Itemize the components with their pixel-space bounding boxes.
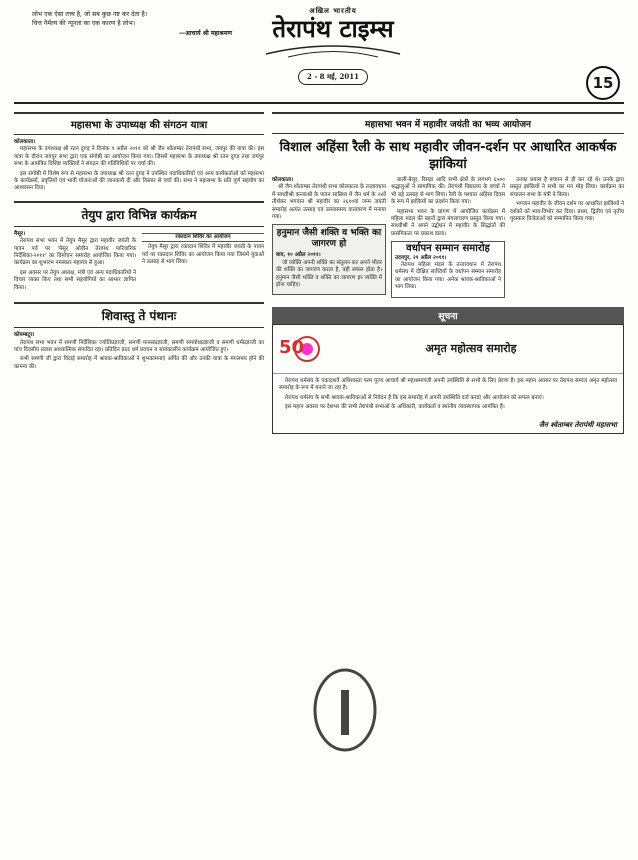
article-paragraph: भगवान महावीर के जीवन दर्शन पर आधारित झांकियों ने दर्शकों को भाव-विभोर कर दिया। प्रथम, द्वितीय एवं तृतीय पुरस्कार विजेताओं को सम्मानित किया गया।: [510, 201, 624, 223]
notice-header: [273, 325, 623, 374]
article-title: शिवास्तु ते पंथानः: [14, 302, 264, 328]
article-paragraph: तेरापंथ सभा भवन में तेयुप मैसूर द्वारा महावीर जयंती के पावन पर्व पर 'मेसूर ओवीन तेरापंथ पारिवारिक निर्देशिका-२०११' का विमोचन समारोह आयोजित किया गया। कार्यक्रम का शुभारंभ नमस्कार महामंत्र से हुआ।: [14, 238, 136, 267]
masthead-title: तेरापंथ टाइम्स: [272, 14, 394, 43]
lead-headline: विशाल अहिंसा रैली के साथ महावीर जीवन-दर्शन पर आधारित आकर्षक झांकियां: [279, 140, 617, 172]
article-paragraph: महासभा के उपाध्यक्ष श्री रतन दुगड़ ने दिनांक ९ अप्रैल २०११ को श्री जैन श्वेताम्बर तेरापंथी सभा, जयपुर की यात्रा की। इस यात्रा के दौरान जयपुर सभा द्वारा एक संगोष्ठी का आयोजन किया गया। जिसमें महासभा के उपाध्यक्ष श्री रतन दुगड़ तथा जयपुर सभा के आमंत्रित विशिष्ट व्यक्तियों ने संगठन की गतिविधियों पर चर्चा की।: [14, 146, 264, 168]
article-body: [14, 332, 264, 371]
notice-paragraph: इस महान अवसर पर देशभर की सभी तेरापंथी सभाओं के अधिकारी, कार्यकर्ता व स्थानीय व्यवस्थापक आमंत्रित हैं।: [285, 403, 505, 410]
page-header: [14, 6, 624, 102]
article-teyup-programs: [14, 201, 264, 294]
notice-paragraph: तेरापंथ धर्मसंघ के एकादशवें अधिशास्ता परम पूज्य आचार्य श्री महाश्रमणजी अपनी उपस्थिति से सभी के लिए प्रेरणा हैं। इस महान अवसर पर तेरापंथ समाज अमृत महोत्सव समारोह के रूप में मनाने जा रहा है।: [279, 377, 617, 392]
notice-title: अमृत महोत्सव समारोह: [425, 342, 517, 356]
fifty-logo-icon: [277, 329, 323, 369]
varddhapan-dateline: उदयपुर, २१ अप्रैल २०११।: [395, 254, 447, 261]
article-paragraph: सभी समणी जी द्वारा विदाई समारोह में श्रावक-श्राविकाओं ने शुभकामनाएं अर्पित कीं और उनकी यात्रा के मंगलमय होने की कामना की।: [14, 356, 264, 370]
header-quote: [32, 10, 232, 38]
notice-paragraph: तेरापंथ धर्मसंघ के सभी श्रावक-श्राविकाओं से निवेदन है कि इस समारोह में अपनी उपस्थिति दर्ज कराएं और आयोजन को सफल बनाएं।: [285, 394, 544, 401]
masthead: [258, 6, 408, 100]
article-dateline: कोलकाता।: [14, 139, 36, 145]
article-body: [14, 231, 264, 294]
notice-signature: जैन श्वेताम्बर तेरापंथी महासभा: [538, 420, 617, 430]
article-paragraph: महासभा भवन के प्रांगण में आयोजित कार्यक्रम में महिला मंडल की बहनों द्वारा मंगलाचरण प्रस्तुत किया गया। साध्वीश्री ने अपने उद्बोधन में महावीर के सिद्धांतों की प्रासंगिकता पर प्रकाश डाला।: [391, 208, 505, 237]
article-paragraph: श्री जैन श्वेताम्बर तेरापंथी सभा कोलकाता के तत्त्वावधान में साध्वीश्री कनकश्री के पावन सान्निध्य में जैन धर्म के २४वें तीर्थंकर भगवान श्री महावीर का २६१०वां जन्म जयंती समारोह अत्यंत उत्साह एवं उल्लासमय वातावरण में मनाया गया।: [272, 184, 386, 221]
varddhapan-box: [391, 241, 505, 297]
article-column: [14, 231, 136, 294]
article-column: [391, 177, 505, 301]
notice-box: [272, 324, 624, 435]
article-column: [510, 177, 624, 301]
notice-label: सूचना: [272, 307, 624, 324]
masthead-subtitle: अखिल भारतीय: [309, 6, 357, 15]
article-body: [14, 139, 264, 193]
article-paragraph: इस अवसर पर तेयुप अध्यक्ष, मंत्री एवं अन्य पदाधिकारियों ने विचार व्यक्त किए तथा सभी सहयोगियों का आभार ज्ञापित किया।: [14, 269, 136, 291]
section-label: महासभा भवन में महावीर जयंती का भव्य आयोजन: [272, 112, 624, 134]
varddhapan-headline: वर्धापन सम्मान समारोह: [406, 243, 490, 255]
article-dateline: कोलकाता।: [272, 177, 294, 183]
sub-dateline: बाव, १० अप्रैल २०११।: [276, 252, 321, 259]
varddhapan-paragraph: तेरापंथ महिला मंडल के तत्त्वावधान में तेरापंथ धर्मसंघ में दीक्षित साध्वियों के वर्धापन सम्मान समारोह का आयोजन किया गया। अनेक श्रावक-श्राविकाओं ने भाग लिया।: [395, 262, 501, 291]
inset-paragraph: तेयुप मैसूर द्वारा रक्तदान शिविर में महावीर जयंती के पावन पर्व पर रक्तदान शिविर का आयोजन किया गया जिसमें युवाओं ने उत्साह से भाग लिया।: [142, 244, 264, 266]
article-paragraph: तेरापंथ सभा भवन में समणी निर्देशिका ज्योतिप्रज्ञाजी, समणी मानसप्रज्ञाजी, समणी समयोधप्रज्ञाजी व समणी धर्मप्रज्ञाजी का पांच दिवसीय प्रवास आध्यात्मिक संपादित रहा। प्रतिदिन प्रातः धर्म प्रवचन व सायंकालीन कार्यक्रम आयोजित हुए।: [14, 339, 264, 353]
masthead-ornament-icon: [258, 42, 408, 60]
inset-title: रक्तदान शिविर का आयोजन: [142, 233, 264, 242]
article-dateline: मैसूर।: [14, 230, 26, 237]
fifty-logo-number: 50: [279, 336, 305, 358]
notice-body: [273, 374, 623, 418]
page-number: 15: [586, 66, 620, 100]
article-paragraph: इस संगोष्ठी में विशेष रूप से महासभा के उपाध्यक्ष श्री रतन दुगड़ ने उपस्थित पदाधिकारियों एवं अन्य कार्यकर्ताओं को महासभा के कार्यक्रमों, प्रवृत्तियों एवं भावी योजनाओं की जानकारी दी और विस्तार से चर्चा की। सभा ने महासभा के प्रति पूर्ण सहयोग का आश्वासन दिया।: [14, 170, 264, 192]
issue-date: 2 - 8 मई, 2011: [298, 69, 368, 85]
quote-line-2: चित्त नैर्मल्य की न्यूनता का एक कारण है लोभ।: [32, 20, 136, 27]
article-organization-tour: [14, 112, 264, 193]
left-column: [14, 112, 264, 847]
article-title: तेयुप द्वारा विभिन्न कार्यक्रम: [14, 201, 264, 227]
jain-figure-icon: [300, 660, 390, 760]
article-column: [142, 231, 264, 294]
header-rule: [14, 102, 624, 104]
quote-author: —आचार्य श्री महाश्रमण: [178, 30, 232, 37]
sub-paragraph: जो व्यक्ति अपनी शक्ति का संतुलन कर अपने भीतर की शक्ति का जागरण करता है, वही सफल होता है। हनुमान जैसी भक्ति व शक्ति का जागरण हर व्यक्ति में होना चाहिए।: [276, 259, 382, 289]
article-column: [272, 177, 386, 301]
notice-section: [272, 307, 624, 435]
article-paragraph: बाली-बेलूर, रिसड़ा आदि सभी क्षेत्रों के लगभग ६५०० श्रद्धालुओं ने सामायिक की। तेरापंथी विद्यालय के बच्चों ने भी बड़े उत्साह से भाग लिया। रैली के पश्चात अहिंसा दिवस के रूप में झांकियों का प्रदर्शन किया गया।: [391, 177, 505, 206]
sub-headline: हनुमान जैसी शक्ति व भक्ति का जागरण हो: [276, 228, 382, 250]
quote-line-1: लोभ एक ऐसा तत्त्व है, जो सब कुछ नष्ट कर देता है।: [32, 11, 148, 18]
lead-article-body: [272, 177, 624, 301]
hanuman-box: [272, 224, 386, 295]
article-dateline: कोयम्बटूर।: [14, 332, 35, 339]
article-farewell: [14, 302, 264, 371]
article-title: महासभा के उपाध्यक्ष की संगठन यात्रा: [14, 112, 264, 135]
article-paragraph: उनका प्रयास है बचपन से ही कर रहे थे। उनके द्वारा प्रस्तुत झांकियों ने सभी का मन मोह लिया। कार्यक्रम का संचालन सभा के मंत्री ने किया।: [510, 177, 624, 198]
